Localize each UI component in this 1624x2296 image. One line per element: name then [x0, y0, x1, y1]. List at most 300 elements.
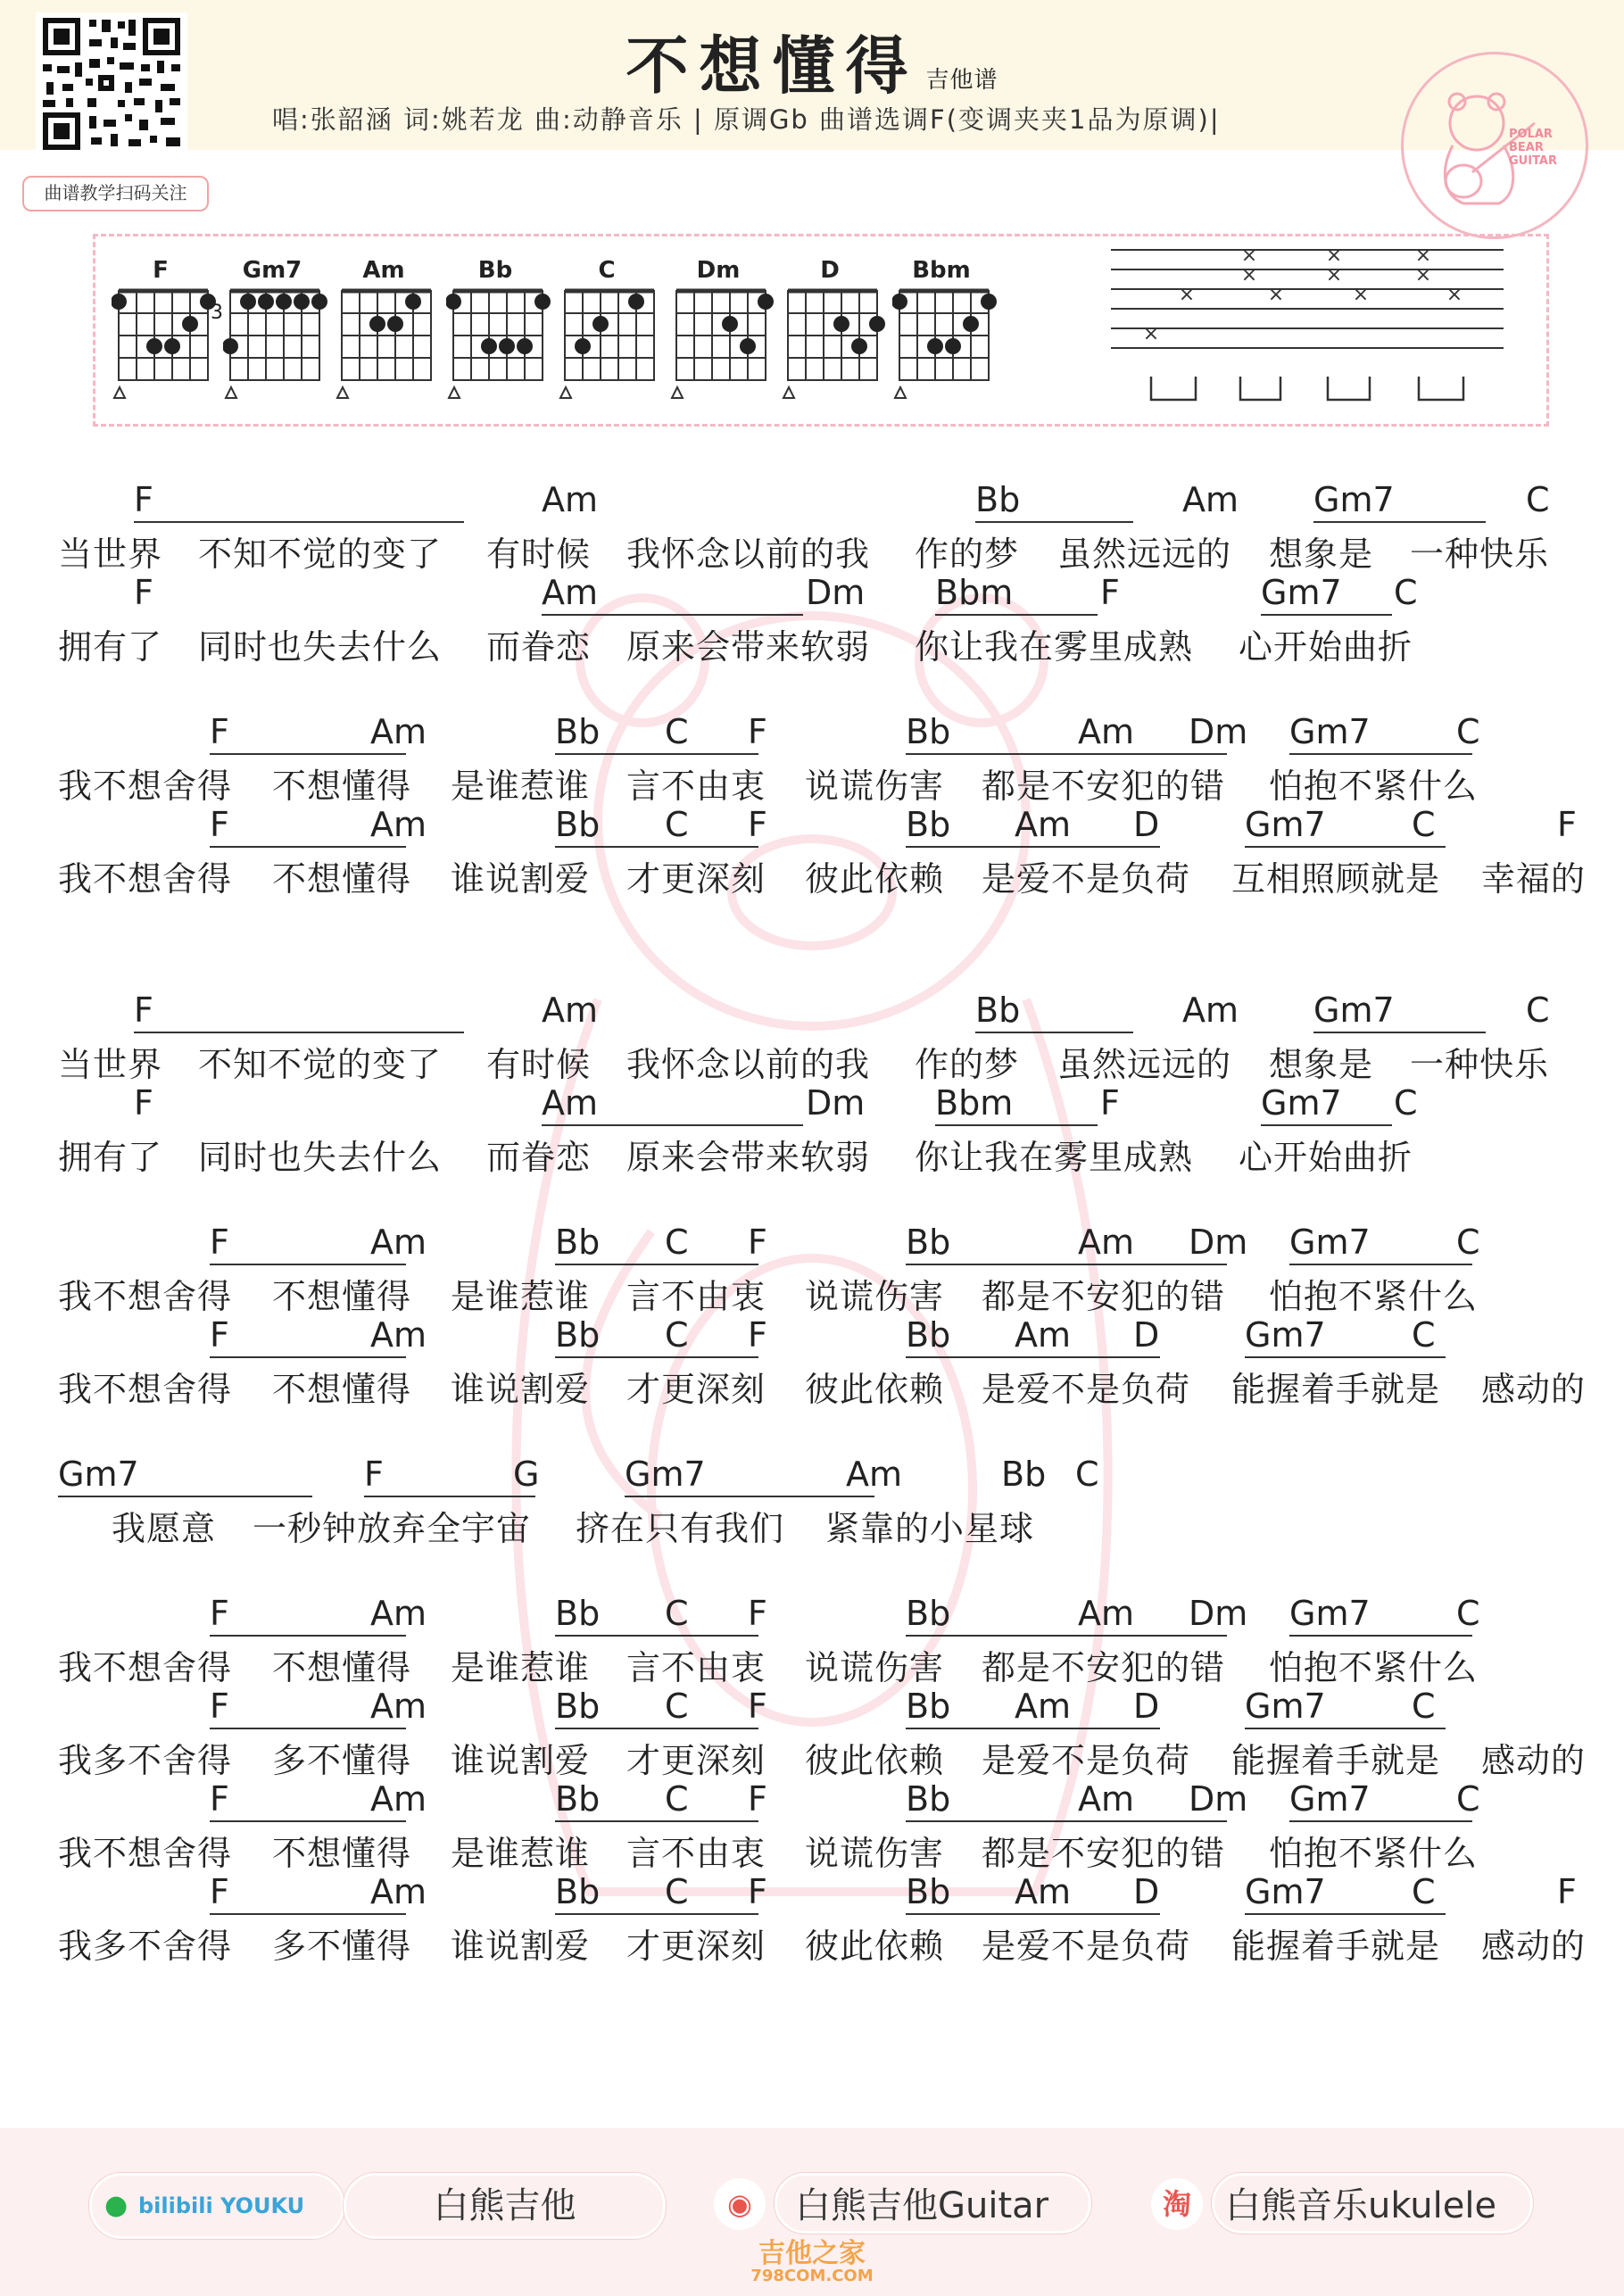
lyric-phrase: 我不想舍得: [58, 859, 233, 899]
chord-symbol: F: [210, 805, 229, 844]
chord-symbol: Am: [542, 573, 599, 612]
chord-symbol: Bb: [906, 712, 951, 751]
lyric-phrase: 感动的: [1481, 1927, 1587, 1966]
bilibili-account-pill[interactable]: [344, 2173, 666, 2239]
chord-symbol: C: [665, 712, 689, 751]
lyric-phrase: 怕抱不紧什么: [1269, 1648, 1479, 1687]
chord-symbol: Am: [370, 1315, 427, 1355]
bilibili-youku-text: bilibili YOUKU: [138, 2193, 305, 2218]
chord-underline: [975, 1032, 1133, 1033]
chord-symbol: F: [210, 1594, 229, 1633]
lyric-phrase: 言不由衷: [626, 1648, 766, 1687]
chord-underline: [58, 1496, 312, 1497]
chord-symbol: Gm7: [1245, 1872, 1326, 1911]
chord-underline: [906, 1356, 1160, 1358]
chord-symbol: C: [665, 1594, 689, 1633]
chord-diagram-name: Bb: [477, 257, 513, 284]
chord-symbol: Bb: [906, 1594, 951, 1633]
lyric-phrase: 虽然远远的: [1057, 1045, 1232, 1084]
wechat-icon: ●: [104, 2190, 128, 2221]
chord-underline: [1313, 1032, 1486, 1033]
lyric-phrase: 想象是: [1269, 535, 1374, 574]
chord-symbol: C: [1456, 712, 1480, 751]
svg-text:×: ×: [1446, 284, 1463, 306]
chord-underline: [1289, 753, 1472, 755]
chord-symbol: Dm: [1189, 1594, 1248, 1633]
chord-underline: [975, 521, 1133, 523]
chord-underline: [906, 753, 1227, 755]
lyric-phrase: 我多不舍得: [58, 1927, 233, 1966]
lyric-line: [0, 991, 1624, 1089]
chord-underline: [906, 1635, 1227, 1637]
chord-underline: [555, 1728, 758, 1729]
lyric-phrase: 谁说割爱: [451, 859, 591, 899]
chord-underline: [210, 1913, 406, 1915]
lyric-phrase: 同时也失去什么: [198, 1138, 443, 1177]
lyric-phrase: 不想懂得: [272, 767, 412, 806]
chord-symbol: Bb: [975, 991, 1021, 1030]
lyric-phrase: 说谎伤害: [805, 1648, 945, 1687]
chord-underline: [1245, 1913, 1446, 1915]
chord-diagram-c: [558, 257, 683, 409]
lyric-phrase: 我不想舍得: [58, 1370, 233, 1409]
chord-symbol: C: [1526, 991, 1550, 1030]
chord-symbol: Am: [370, 1594, 427, 1633]
lyric-phrase: 说谎伤害: [805, 1834, 945, 1873]
chord-underline: [364, 1496, 535, 1497]
chord-symbol: F: [134, 480, 153, 519]
chord-symbol: C: [1456, 1223, 1480, 1262]
lyric-line: [0, 805, 1624, 903]
svg-text:×: ×: [1267, 284, 1285, 306]
lyric-phrase: 不想懂得: [272, 1370, 412, 1409]
lyric-phrase: 彼此依赖: [805, 1927, 945, 1966]
chord-symbol: Bb: [555, 1687, 601, 1726]
lyric-phrase: 我不想舍得: [58, 1648, 233, 1687]
chord-underline: [555, 1913, 758, 1915]
lyric-phrase: 互相照顾就是: [1231, 859, 1441, 899]
chord-symbol: Dm: [1189, 1223, 1248, 1262]
chord-symbol: Bb: [1001, 1455, 1047, 1494]
chord-symbol: Gm7: [1289, 1779, 1371, 1819]
chord-symbol: Am: [1015, 1872, 1072, 1911]
chord-underline: [906, 1728, 1160, 1729]
lyric-phrase: 才更深刻: [626, 1370, 766, 1409]
chord-symbol: F: [748, 805, 767, 844]
chord-symbol: Bb: [906, 1872, 951, 1911]
taobao-account-pill[interactable]: [1212, 2173, 1533, 2234]
lyric-phrase: 作的梦: [915, 1045, 1020, 1084]
chord-symbol: C: [665, 1687, 689, 1726]
lyric-phrase: 谁说割爱: [451, 1741, 591, 1780]
lyric-phrase: 言不由衷: [626, 1834, 766, 1873]
chord-symbol: F: [210, 712, 229, 751]
fretboard-grid: [558, 284, 665, 409]
chord-underline: [210, 1356, 406, 1358]
chord-underline: [555, 1356, 758, 1358]
lyric-phrase: 彼此依赖: [805, 1370, 945, 1409]
lyric-phrase: 我多不舍得: [58, 1741, 233, 1780]
chord-diagram-name: Am: [362, 257, 405, 284]
chord-symbol: C: [665, 1872, 689, 1911]
site-watermark: 吉他之家: [758, 2238, 866, 2269]
song-title: 不想懂得: [626, 29, 919, 103]
chord-diagram-dm: [669, 257, 794, 409]
chord-symbol: C: [1412, 1687, 1436, 1726]
chord-symbol: F: [210, 1223, 229, 1262]
lyric-phrase: 一种快乐: [1410, 535, 1550, 574]
lyric-phrase: 都是不安犯的错: [982, 1277, 1226, 1316]
lyric-phrase: 能握着手就是: [1231, 1370, 1441, 1409]
chord-symbol: F: [748, 1687, 767, 1726]
chord-symbol: Gm7: [1313, 991, 1395, 1030]
chord-underline: [625, 1496, 874, 1497]
chord-symbol: Bb: [906, 1315, 951, 1355]
lyric-phrase: 我不想舍得: [58, 1277, 233, 1316]
lyric-phrase: 是爱不是负荷: [982, 1741, 1191, 1780]
lyric-phrase: 是谁惹谁: [451, 1834, 591, 1873]
song-info: 唱:张韶涵 词:姚若龙 曲:动静音乐 | 原调Gb 曲谱选调F(变调夹夹1品为原调)|: [272, 104, 1221, 135]
chord-underline: [935, 614, 1098, 616]
chord-symbol: F: [748, 1594, 767, 1633]
chord-symbol: Am: [1078, 1779, 1135, 1819]
svg-text:×: ×: [1414, 245, 1432, 267]
chord-symbol: Gm7: [1289, 1594, 1371, 1633]
chord-symbol: C: [1412, 1315, 1436, 1355]
chord-symbol: Am: [1015, 1315, 1072, 1355]
chord-diagram-bbm: [892, 257, 1017, 409]
lyric-phrase: 我不想舍得: [58, 1834, 233, 1873]
chord-underline: [210, 1820, 406, 1822]
svg-text:×: ×: [1352, 284, 1370, 306]
fretboard-grid: [446, 284, 553, 409]
chord-diagram-name: Bbm: [912, 257, 971, 284]
lyric-phrase: 都是不安犯的错: [982, 767, 1226, 806]
lyric-phrase: 不知不觉的变了: [198, 535, 443, 574]
logo-text: POLAR BEAR GUITAR: [1509, 128, 1557, 168]
lyric-phrase: 言不由衷: [626, 767, 766, 806]
chord-underline: [1245, 846, 1446, 848]
chord-diagram-f: [112, 257, 236, 409]
lyric-line: [0, 480, 1624, 578]
lyric-phrase: 拥有了: [58, 627, 163, 667]
chord-symbol: Bb: [555, 1594, 601, 1633]
chord-symbol: Gm7: [1261, 573, 1342, 612]
chord-symbol: C: [1412, 1872, 1436, 1911]
chord-symbol: C: [1075, 1455, 1099, 1494]
chord-symbol: Bb: [555, 1872, 601, 1911]
chord-symbol: Am: [370, 712, 427, 751]
lyric-phrase: 不想懂得: [272, 1648, 412, 1687]
chord-symbol: F: [1100, 1083, 1120, 1123]
weibo-account-name: 白熊吉他Guitar: [795, 2185, 1049, 2226]
fret-number: 3: [211, 302, 223, 324]
fretboard-grid: [892, 284, 999, 409]
taobao-icon: 淘: [1151, 2178, 1203, 2230]
chord-symbol: Am: [1078, 712, 1135, 751]
taobao-account-name: 白熊音乐ukulele: [1225, 2185, 1497, 2226]
lyric-phrase: 是爱不是负荷: [982, 1370, 1191, 1409]
chord-underline: [906, 1820, 1227, 1822]
chord-symbol: Am: [542, 991, 599, 1030]
chord-symbol: Gm7: [625, 1455, 706, 1494]
lyric-line: [0, 1872, 1624, 1970]
lyric-line: [0, 1083, 1624, 1181]
chord-symbol: F: [748, 1872, 767, 1911]
page-subtitle: 吉他谱: [925, 67, 998, 94]
chord-symbol: Bb: [906, 1223, 951, 1262]
lyric-phrase: 心开始曲折: [1239, 627, 1413, 667]
page-title: [0, 16, 1624, 106]
lyric-phrase: 不想懂得: [272, 1834, 412, 1873]
chord-symbol: Gm7: [1245, 805, 1326, 844]
chord-symbol: F: [1100, 573, 1120, 612]
chord-symbol: F: [1557, 1872, 1577, 1911]
chord-symbol: Am: [1182, 480, 1239, 519]
chord-symbol: Bb: [975, 480, 1021, 519]
chord-underline: [1245, 1356, 1446, 1358]
chord-symbol: Bb: [555, 712, 601, 751]
chord-symbol: Gm7: [1261, 1083, 1342, 1123]
polar-bear-logo: [1401, 52, 1588, 239]
chord-symbol: Am: [370, 805, 427, 844]
chord-symbol: Gm7: [1313, 480, 1395, 519]
lyric-phrase: 是爱不是负荷: [982, 1927, 1191, 1966]
lyric-phrase: 而眷恋: [486, 1138, 592, 1177]
chord-underline: [210, 846, 406, 848]
chord-symbol: Gm7: [1245, 1687, 1326, 1726]
site-watermark-url: 798COM.COM: [750, 2267, 874, 2285]
lyric-phrase: 怕抱不紧什么: [1269, 1277, 1479, 1316]
lyric-phrase: 有时候: [486, 535, 592, 574]
lyric-phrase: 谁说割爱: [451, 1370, 591, 1409]
lyric-phrase: 虽然远远的: [1057, 535, 1232, 574]
chord-symbol: Dm: [1189, 1779, 1248, 1819]
lyric-phrase: 感动的: [1481, 1741, 1587, 1780]
chord-underline: [134, 521, 464, 523]
chord-symbol: C: [665, 805, 689, 844]
chord-diagram-name: D: [820, 257, 840, 284]
chord-symbol: C: [665, 1223, 689, 1262]
lyric-phrase: 原来会带来软弱: [626, 627, 871, 667]
chord-underline: [906, 846, 1160, 848]
chord-underline: [906, 1913, 1160, 1915]
bilibili-account-name: 白熊吉他: [433, 2185, 576, 2226]
lyric-phrase: 说谎伤害: [805, 767, 945, 806]
lyric-phrase: 怕抱不紧什么: [1269, 767, 1479, 806]
chord-underline: [210, 1728, 406, 1729]
qr-caption: 曲谱教学扫码关注: [22, 176, 209, 211]
svg-text:×: ×: [1178, 284, 1196, 306]
lyric-phrase: 是谁惹谁: [451, 767, 591, 806]
chord-underline: [542, 1124, 803, 1126]
svg-text:×: ×: [1240, 264, 1258, 286]
lyric-phrase: 当世界: [58, 1045, 163, 1084]
chord-symbol: D: [1133, 1872, 1160, 1911]
chord-symbol: Am: [370, 1779, 427, 1819]
lyric-line: [0, 1223, 1624, 1321]
chord-symbol: Gm7: [1245, 1315, 1326, 1355]
lyric-line: [0, 1455, 1624, 1553]
chord-underline: [1245, 1728, 1446, 1729]
lyric-phrase: 紧靠的小星球: [825, 1509, 1035, 1548]
lyric-phrase: 原来会带来软弱: [626, 1138, 871, 1177]
lyric-phrase: 一秒钟放弃全宇宙: [253, 1509, 532, 1548]
chord-underline: [555, 846, 758, 848]
lyric-line: [0, 1687, 1624, 1785]
lyric-phrase: 想象是: [1269, 1045, 1374, 1084]
chord-symbol: F: [210, 1315, 229, 1355]
chord-symbol: F: [210, 1687, 229, 1726]
chord-symbol: F: [748, 712, 767, 751]
chord-symbol: Am: [1078, 1594, 1135, 1633]
chord-underline: [906, 1264, 1227, 1265]
chord-diagram-gm7: [211, 257, 348, 409]
chord-symbol: Am: [370, 1223, 427, 1262]
chord-symbol: F: [134, 1083, 153, 1123]
lyric-phrase: 感动的: [1481, 1370, 1587, 1409]
chord-underline: [1313, 521, 1486, 523]
lyric-phrase: 有时候: [486, 1045, 592, 1084]
chord-symbol: F: [134, 573, 153, 612]
chord-symbol: Bb: [555, 1779, 601, 1819]
chord-symbol: F: [748, 1315, 767, 1355]
lyric-phrase: 是谁惹谁: [451, 1277, 591, 1316]
chord-symbol: C: [665, 1315, 689, 1355]
lyric-phrase: 当世界: [58, 535, 163, 574]
lyric-phrase: 不想懂得: [272, 859, 412, 899]
chord-symbol: C: [1456, 1779, 1480, 1819]
chord-symbol: F: [1557, 805, 1577, 844]
chord-symbol: Am: [846, 1455, 903, 1494]
lyric-line: [0, 1779, 1624, 1877]
chord-symbol: Am: [1015, 1687, 1072, 1726]
lyric-phrase: 而眷恋: [486, 627, 592, 667]
lyric-phrase: 幸福的: [1481, 859, 1587, 899]
chord-underline: [210, 1635, 406, 1637]
chord-symbol: D: [1133, 805, 1160, 844]
chord-underline: [1261, 614, 1392, 616]
lyric-phrase: 你让我在雾里成熟: [915, 1138, 1194, 1177]
lyric-phrase: 不知不觉的变了: [198, 1045, 443, 1084]
chord-underline: [1261, 1124, 1392, 1126]
chord-symbol: C: [1412, 805, 1436, 844]
fretboard-grid: [335, 284, 442, 409]
chord-symbol: C: [1394, 573, 1418, 612]
chord-symbol: Am: [1015, 805, 1072, 844]
chord-symbol: C: [1456, 1594, 1480, 1633]
lyric-line: [0, 1594, 1624, 1692]
fretboard-grid: [112, 284, 219, 409]
fretboard-grid: [223, 284, 330, 409]
lyric-phrase: 才更深刻: [626, 1741, 766, 1780]
chord-underline: [935, 1124, 1098, 1126]
chord-symbol: C: [1526, 480, 1550, 519]
chord-symbol: Bb: [555, 1223, 601, 1262]
lyric-phrase: 同时也失去什么: [198, 627, 443, 667]
lyric-phrase: 都是不安犯的错: [982, 1834, 1226, 1873]
chord-symbol: Dm: [1189, 712, 1248, 751]
chord-underline: [210, 753, 406, 755]
chord-symbol: Am: [370, 1687, 427, 1726]
fretboard-grid: [781, 284, 888, 409]
chord-symbol: G: [513, 1455, 540, 1494]
lyric-phrase: 能握着手就是: [1231, 1927, 1441, 1966]
lyric-phrase: 作的梦: [915, 535, 1020, 574]
chord-symbol: F: [748, 1223, 767, 1262]
lyric-phrase: 是爱不是负荷: [982, 859, 1191, 899]
chord-symbol: Dm: [806, 1083, 866, 1123]
lyric-phrase: 多不懂得: [272, 1741, 412, 1780]
lyric-phrase: 我不想舍得: [58, 767, 233, 806]
chord-underline: [542, 614, 803, 616]
chord-symbol: F: [134, 991, 153, 1030]
lyric-phrase: 你让我在雾里成熟: [915, 627, 1194, 667]
lyric-phrase: 我怀念以前的我: [626, 1045, 871, 1084]
chord-symbol: Am: [1078, 1223, 1135, 1262]
chord-symbol: Gm7: [1289, 1223, 1371, 1262]
chord-underline: [210, 1264, 406, 1265]
lyric-phrase: 才更深刻: [626, 859, 766, 899]
lyric-phrase: 是谁惹谁: [451, 1648, 591, 1687]
lyric-phrase: 拥有了: [58, 1138, 163, 1177]
lyric-phrase: 不想懂得: [272, 1277, 412, 1316]
lyric-phrase: 彼此依赖: [805, 1741, 945, 1780]
bear-guitar-icon: [1401, 52, 1588, 239]
fretboard-grid: [669, 284, 776, 409]
lyric-phrase: 言不由衷: [626, 1277, 766, 1316]
chord-symbol: Gm7: [1289, 712, 1371, 751]
chord-symbol: Bbm: [935, 1083, 1014, 1123]
chord-symbol: D: [1133, 1687, 1160, 1726]
svg-text:×: ×: [1325, 245, 1343, 267]
chord-symbol: Gm7: [58, 1455, 139, 1494]
chord-diagram-bb: [446, 257, 571, 409]
svg-text:×: ×: [1240, 245, 1258, 267]
lyric-phrase: 我愿意: [112, 1509, 217, 1548]
lyric-phrase: 心开始曲折: [1239, 1138, 1413, 1177]
chord-symbol: Bb: [906, 1687, 951, 1726]
chord-diagram-name: Dm: [696, 257, 741, 284]
lyric-line: [0, 712, 1624, 810]
bilibili-youku-pill[interactable]: [89, 2173, 344, 2239]
weibo-account-pill[interactable]: [775, 2173, 1091, 2234]
chord-symbol: F: [210, 1779, 229, 1819]
chord-symbol: Bb: [906, 1779, 951, 1819]
lyric-phrase: 都是不安犯的错: [982, 1648, 1226, 1687]
lyric-phrase: 才更深刻: [626, 1927, 766, 1966]
chord-underline: [1289, 1264, 1472, 1265]
chord-underline: [1289, 1820, 1472, 1822]
lyric-phrase: 谁说割爱: [451, 1927, 591, 1966]
chord-symbol: Bb: [555, 805, 601, 844]
svg-text:×: ×: [1414, 264, 1432, 286]
chord-diagram-name: F: [153, 257, 169, 284]
chord-symbol: Bb: [906, 805, 951, 844]
lyric-line: [0, 573, 1624, 671]
chord-symbol: Am: [542, 1083, 599, 1123]
chord-symbol: Am: [1182, 991, 1239, 1030]
lyric-phrase: 挤在只有我们: [576, 1509, 785, 1548]
chord-diagram-name: Gm7: [242, 257, 302, 284]
lyric-phrase: 彼此依赖: [805, 859, 945, 899]
chord-symbol: F: [364, 1455, 384, 1494]
chord-symbol: Am: [370, 1872, 427, 1911]
chord-underline: [555, 753, 758, 755]
chord-underline: [555, 1264, 758, 1265]
chord-diagram-name: C: [598, 257, 616, 284]
chord-diagram-d: [781, 257, 906, 409]
